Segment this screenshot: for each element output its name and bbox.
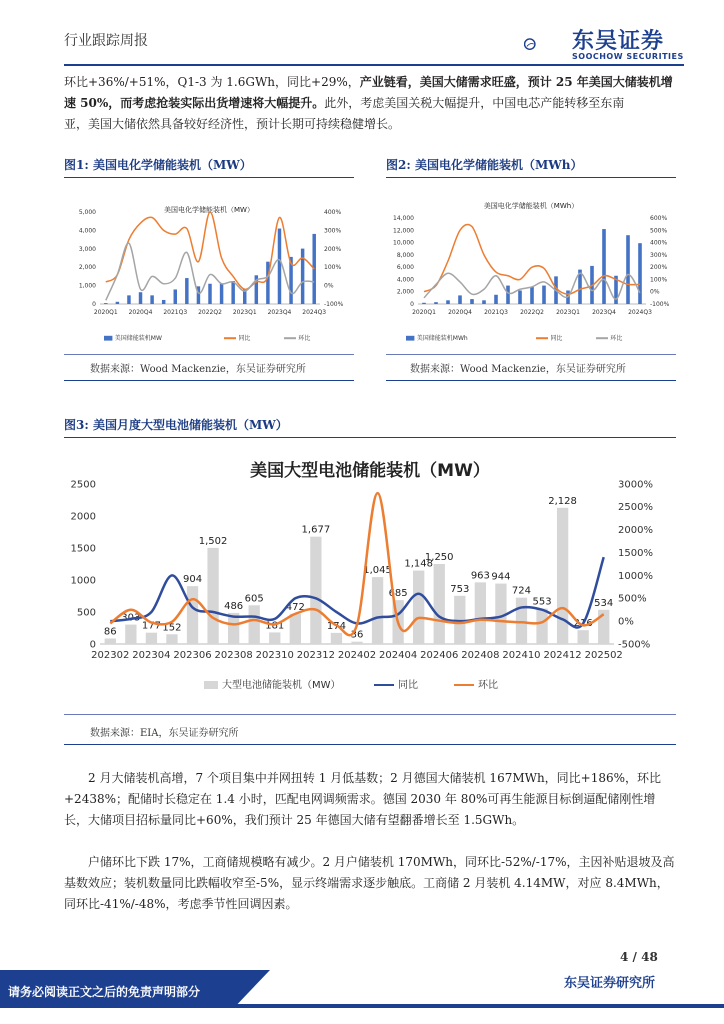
bar-data-label: 36 — [350, 629, 364, 641]
bar-data-label: 605 — [244, 593, 264, 605]
legend-bar-label: 大型电池储能装机（MW） — [222, 680, 341, 691]
legend-qoq-label: 环比 — [298, 335, 311, 342]
bar-data-label: 724 — [511, 585, 532, 597]
bar-data-label: 1,045 — [363, 565, 392, 577]
bar-data-label: 553 — [532, 596, 552, 608]
legend-bar-swatch — [104, 336, 112, 341]
chart-bar — [208, 284, 211, 304]
x-axis-tick: 2024Q3 — [628, 309, 652, 316]
x-axis-tick: 202406 — [420, 650, 459, 661]
bar-data-label: 216 — [573, 618, 593, 630]
bar-data-label: 1,502 — [198, 535, 228, 547]
figure1-title: 图1: 美国电化学储能装机（MW） — [64, 158, 252, 172]
chart-bar — [578, 630, 589, 644]
left-axis-tick: 2000 — [70, 511, 96, 523]
legend-bar-label: 美国储能装机MWh — [416, 335, 468, 342]
x-axis-tick: 2023Q4 — [592, 309, 616, 316]
bar-data-label: 944 — [491, 571, 511, 583]
left-axis-tick: 2,000 — [396, 288, 414, 296]
right-axis-tick: -100% — [650, 301, 670, 308]
chart-bar — [638, 243, 642, 304]
chart-bar — [458, 295, 462, 304]
figure3-rule — [64, 437, 676, 438]
bar-data-label: 486 — [224, 600, 244, 612]
x-axis-tick: 2022Q2 — [198, 309, 222, 316]
x-axis-tick: 202402 — [337, 650, 377, 661]
chart-bar — [150, 295, 153, 304]
chart-bar — [470, 299, 474, 304]
x-axis-tick: 2023Q1 — [232, 309, 257, 316]
intro-paragraph — [64, 72, 676, 135]
right-axis-tick: 3000% — [618, 479, 653, 491]
chart-bar — [626, 235, 630, 304]
right-axis-tick: -500% — [618, 639, 651, 651]
legend-bar-swatch — [406, 336, 414, 341]
right-axis-tick: 1000% — [618, 570, 653, 582]
figure1-source: 数据来源：Wood Mackenzie，东吴证券研究所 — [90, 364, 306, 375]
firm-name-en: SOOCHOW SECURITIES — [572, 52, 684, 61]
left-axis-tick: 0 — [92, 301, 96, 308]
chart-title: 美国电化学储能装机（MW） — [164, 206, 254, 214]
legend-qoq-label: 环比 — [478, 680, 498, 691]
footer-firm-name: 东吴证券研究所 — [564, 976, 656, 991]
right-axis-tick: 2000% — [618, 525, 653, 537]
firm-name: 东吴证券 — [572, 29, 665, 54]
chart-bar — [434, 564, 445, 644]
figure3-end-rule — [64, 744, 676, 745]
right-axis-tick: 0% — [618, 616, 634, 628]
left-axis-tick: 0 — [89, 639, 96, 651]
figure2-rule — [386, 177, 676, 178]
figure3-source: 数据来源：EIA，东吴证券研究所 — [90, 728, 239, 739]
right-axis-tick: 100% — [324, 264, 342, 272]
left-axis-tick: 0 — [410, 301, 414, 308]
legend-qoq-label: 环比 — [610, 335, 623, 342]
qoq-line — [110, 493, 603, 635]
chart-bar — [166, 634, 177, 644]
bar-data-label: 472 — [285, 601, 305, 613]
chart-bar — [269, 632, 280, 644]
chart-bar — [162, 300, 165, 304]
legend-yoy-label: 同比 — [238, 335, 251, 342]
chart-bar — [301, 249, 304, 304]
disclaimer-notice: 请务必阅读正文之后的免责声明部分 — [8, 985, 201, 999]
left-axis-tick: 1000 — [70, 575, 96, 587]
chart-bar — [475, 582, 486, 644]
bar-data-label: 1,677 — [301, 524, 331, 536]
chart-bar — [530, 287, 534, 304]
chart-bar — [536, 609, 547, 644]
header-rule — [64, 64, 684, 66]
right-axis-tick: 300% — [324, 227, 342, 235]
right-axis-tick: 600% — [650, 215, 668, 222]
page-number: 4 / 48 — [620, 950, 658, 964]
chart-bar — [139, 292, 142, 304]
x-axis-tick: 2024Q3 — [302, 309, 327, 316]
right-axis-tick: 200% — [650, 264, 668, 272]
x-axis-tick: 2022Q2 — [520, 309, 544, 316]
chart-bar — [516, 598, 527, 644]
chart-bar — [127, 295, 130, 304]
chart-bar — [602, 229, 606, 304]
x-axis-tick: 2020Q1 — [93, 309, 118, 316]
bar-data-label: 181 — [265, 620, 285, 632]
intro-line3-plain: 亚，美国大储依然具备较好经济性，预计长期可持续稳健增长。 — [64, 117, 401, 131]
bar-data-label: 2,128 — [548, 495, 577, 507]
chart-bar — [220, 283, 223, 304]
chart-bar — [125, 625, 136, 644]
right-axis-tick: 0% — [650, 288, 660, 296]
left-axis-tick: 1,000 — [78, 282, 96, 290]
left-axis-tick: 8,000 — [396, 251, 414, 259]
figure3-chart — [64, 452, 676, 700]
figure2-bottom-rule — [386, 354, 676, 355]
x-axis-tick: 202502 — [584, 650, 623, 661]
chart-bar — [331, 633, 342, 644]
figure2-title: 图2: 美国电化学储能装机（MWh） — [386, 158, 583, 172]
figure1-bottom-rule — [64, 354, 354, 355]
intro-line1-plain: 环比+36%/+51%，Q1-3 为 1.6GWh，同比+29%， — [64, 75, 360, 89]
figure2-end-rule — [386, 380, 676, 381]
chart-bar — [446, 300, 450, 304]
left-axis-tick: 12,000 — [393, 227, 414, 235]
left-axis-tick: 10,000 — [393, 239, 414, 247]
body-paragraph-2: 户储环比下跌 17%，工商储规模略有减少。2 月户储装机 170MWh，同环比-52%/-17%，主因补贴退坡及高基数效应；装机数量同比跌幅收窄至-5%，显示终端需求逐步触底。工商储 2 月装机 4.14MW，对应 8.4MWh，同环比-41%/-48%，考虑季节性回调因素。 — [64, 855, 675, 911]
chart-bar — [290, 614, 301, 644]
right-axis-tick: 300% — [650, 251, 668, 259]
right-axis-tick: 200% — [324, 245, 342, 253]
left-axis-tick: 1500 — [70, 543, 96, 555]
chart-bar — [104, 303, 107, 304]
chart-bar — [187, 586, 198, 644]
left-axis-tick: 2500 — [70, 479, 96, 491]
chart-bar — [185, 278, 188, 304]
right-axis-tick: 2500% — [618, 502, 653, 514]
legend-bar-label: 美国储能装机MW — [114, 335, 162, 342]
x-axis-tick: 202412 — [543, 650, 582, 661]
bar-data-label: 534 — [594, 597, 614, 609]
left-axis-tick: 4,000 — [78, 227, 96, 235]
chart-bar — [207, 548, 218, 644]
chart-title: 美国大型电池储能装机（MW） — [250, 461, 490, 481]
chart-bar — [116, 302, 119, 304]
bar-data-label: 177 — [141, 620, 161, 632]
x-axis-tick: 2023Q1 — [556, 309, 580, 316]
right-axis-tick: 400% — [324, 209, 342, 216]
chart-bar — [372, 577, 383, 644]
left-axis-tick: 4,000 — [396, 276, 414, 284]
chart-bar — [249, 605, 260, 644]
right-axis-tick: 1500% — [618, 547, 653, 559]
chart-bar — [278, 229, 281, 304]
chart-bar — [542, 286, 546, 304]
firm-logo-icon — [524, 22, 570, 68]
left-axis-tick: 500 — [76, 607, 96, 619]
right-axis-tick: 500% — [618, 593, 647, 605]
chart-bar — [174, 289, 177, 304]
intro-line2-bold: 速 50%，而考虑抢装实际出货增速将大幅提升。 — [64, 96, 325, 110]
figure3-bottom-rule — [64, 714, 676, 715]
chart-bar — [422, 303, 426, 304]
chart-bar — [482, 300, 486, 304]
x-axis-tick: 202408 — [461, 650, 500, 661]
x-axis-tick: 2020Q4 — [448, 309, 472, 316]
right-axis-tick: 100% — [650, 276, 668, 284]
chart-title: 美国电化学储能装机（MWh） — [483, 202, 579, 210]
figure2-chart — [386, 190, 676, 350]
intro-line1-bold: 产业链看，美国大储需求旺盛，预计 25 年美国大储装机增 — [359, 75, 673, 89]
bar-data-label: 1,148 — [404, 558, 434, 570]
figure1-chart — [64, 190, 354, 350]
bar-data-label: 685 — [388, 588, 408, 600]
x-axis-tick: 202304 — [132, 650, 171, 661]
bar-data-label: 174 — [326, 620, 346, 632]
x-axis-tick: 2020Q4 — [128, 309, 153, 316]
bar-data-label: 86 — [103, 626, 117, 638]
legend-bar-swatch — [204, 681, 218, 689]
body-paragraph-1: 2 月大储装机高增，7 个项目集中并网扭转 1 月低基数；2 月德国大储装机 167MWh，同比+186%，环比+2438%；配储时长稳定在 1.4 小时，匹配电网调频需求。德国 2030 年 80%可再生能源目标倒逼配储刚性增长，大储项目招标量同比+60%，我们预计 25 年德国大储有望翻番增长至 1.5GWh。 — [64, 771, 662, 827]
figure1-end-rule — [64, 380, 354, 381]
left-axis-tick: 14,000 — [393, 215, 414, 222]
bar-data-label: 904 — [182, 574, 203, 586]
figure3-title: 图3: 美国月度大型电池储能装机（MW） — [64, 418, 288, 432]
x-axis-tick: 2021Q3 — [484, 309, 508, 316]
bar-data-label: 152 — [162, 622, 182, 634]
chart-bar — [506, 286, 510, 304]
x-axis-tick: 202306 — [173, 650, 212, 661]
x-axis-tick: 2021Q3 — [163, 309, 188, 316]
chart-bar — [105, 638, 116, 644]
legend-yoy-label: 同比 — [550, 335, 563, 342]
chart-bar — [518, 290, 522, 304]
x-axis-tick: 202308 — [214, 650, 253, 661]
figure1-rule — [64, 177, 354, 178]
bar-data-label: 1,250 — [424, 552, 454, 563]
bar-data-label: 753 — [450, 583, 470, 595]
chart-bar — [310, 537, 321, 644]
chart-bar — [434, 302, 438, 304]
x-axis-tick: 202404 — [379, 650, 418, 661]
x-axis-tick: 202410 — [502, 650, 541, 661]
figure2-source: 数据来源：Wood Mackenzie，东吴证券研究所 — [410, 364, 626, 375]
right-axis-tick: 500% — [650, 227, 668, 235]
left-axis-tick: 6,000 — [396, 264, 414, 272]
right-axis-tick: -100% — [324, 301, 344, 308]
intro-line2-plain: 此外，考虑美国关税大幅提升，中国电芯产能转移至东南 — [324, 96, 625, 110]
x-axis-tick: 202310 — [255, 650, 294, 661]
bar-data-label: 303 — [121, 612, 141, 624]
footer-line — [0, 1004, 724, 1008]
report-type-label: 行业跟踪周报 — [64, 33, 148, 49]
bar-data-label: 963 — [470, 570, 490, 582]
x-axis-tick: 202302 — [91, 650, 130, 661]
x-axis-tick: 2023Q4 — [267, 309, 292, 316]
left-axis-tick: 3,000 — [78, 245, 96, 253]
x-axis-tick: 202312 — [296, 650, 335, 661]
left-axis-tick: 2,000 — [78, 264, 96, 272]
chart-bar — [351, 642, 362, 644]
x-axis-tick: 2020Q1 — [412, 309, 436, 316]
right-axis-tick: 0% — [324, 282, 334, 290]
chart-bar — [494, 295, 498, 304]
chart-bar — [146, 633, 157, 644]
chart-bar — [231, 281, 234, 304]
left-axis-tick: 5,000 — [78, 209, 96, 216]
legend-yoy-label: 同比 — [398, 680, 418, 691]
chart-bar — [557, 508, 568, 644]
chart-bar — [413, 571, 424, 644]
right-axis-tick: 400% — [650, 239, 668, 247]
